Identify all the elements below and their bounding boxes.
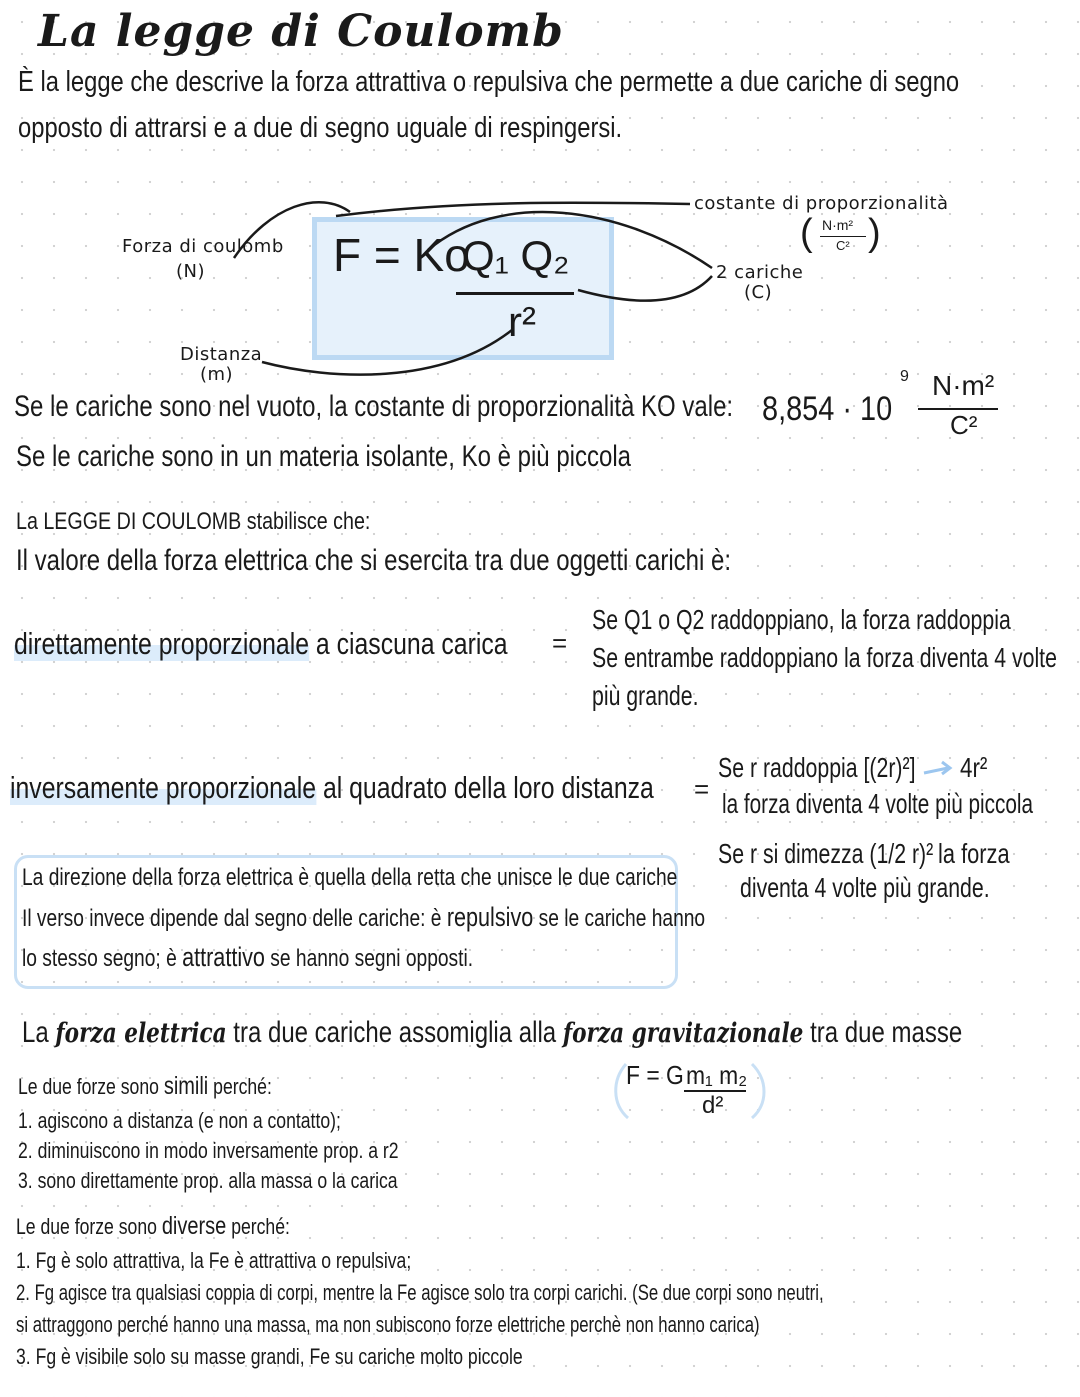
comparison-heading-c: tra due cariche assomiglia alla bbox=[233, 1016, 557, 1049]
direct-note-2: Se entrambe raddoppiano la forza diventa 4 volte bbox=[592, 642, 1057, 673]
direct-highlight: direttamente proporzionale bbox=[14, 626, 310, 661]
comparison-heading-a: La bbox=[22, 1016, 49, 1049]
different-word: diverse bbox=[161, 1212, 227, 1240]
similar-heading-a: Le due forze sono bbox=[18, 1074, 159, 1099]
comparison-heading-e: tra due masse bbox=[810, 1016, 963, 1049]
label-distance: Distanza bbox=[180, 344, 263, 365]
similar-item-2: 2. diminuiscono in modo inversamente prop. a r2 bbox=[18, 1138, 399, 1163]
callout-line-2 bbox=[22, 902, 705, 933]
direct-note-3: più grande. bbox=[592, 680, 699, 711]
label-charges-unit: (C) bbox=[744, 282, 773, 303]
inverse-rest: al quadrato della loro distanza bbox=[322, 770, 654, 805]
label-force-unit: (N) bbox=[176, 261, 206, 282]
constant-unit-numerator: N·m² bbox=[822, 217, 854, 233]
formula-denominator: r² bbox=[508, 298, 536, 345]
vacuum-unit-denominator: C² bbox=[950, 410, 978, 440]
electric-force-label: forza elettrica bbox=[55, 1018, 227, 1049]
inverse-proportional bbox=[10, 770, 654, 806]
different-item-1: 1. Fg è solo attrattiva, la Fe è attrattiva o repulsiva; bbox=[16, 1248, 412, 1273]
page-title: La legge di Coulomb bbox=[38, 6, 564, 57]
different-item-2: 2. Fg agisce tra qualsiasi coppia di corpi, mentre la Fe agisce solo tra corpi carichi. (Se due corpi sono neutri, bbox=[16, 1280, 824, 1305]
direct-rest: a ciascuna carica bbox=[315, 626, 508, 661]
direct-proportional bbox=[14, 626, 508, 662]
callout-line-3c: se hanno segni opposti. bbox=[270, 945, 474, 972]
different-item-3: si attraggono perché hanno una massa, ma non subiscono forze elettriche perchè non hanno carica) bbox=[16, 1312, 760, 1337]
inverse-note-2: la forza diventa 4 volte più piccola bbox=[722, 788, 1033, 819]
label-constant: costante di proporzionalità bbox=[694, 193, 949, 214]
constant-unit-paren-open: ( bbox=[800, 212, 813, 254]
similar-item-1: 1. agiscono a distanza (e non a contatto); bbox=[18, 1108, 341, 1133]
label-distance-unit: (m) bbox=[200, 364, 234, 385]
direct-note-1: Se Q1 o Q2 raddoppiano, la forza raddoppia bbox=[592, 604, 1011, 635]
callout-attractive: attrattivo bbox=[182, 942, 265, 972]
intro-line-2: opposto di attrarsi e a due di segno uguale di respingersi. bbox=[18, 112, 623, 144]
formula-numerator: Q₁ Q₂ bbox=[462, 232, 570, 279]
callout-line-3a: lo stesso segno; è bbox=[22, 945, 177, 972]
similar-heading bbox=[18, 1072, 272, 1101]
law-statement: Il valore della forza elettrica che si esercita tra due oggetti carichi è: bbox=[16, 544, 732, 577]
callout-line-2a: Il verso invece dipende dal segno delle cariche: è bbox=[22, 905, 442, 932]
similar-heading-c: perché: bbox=[213, 1074, 272, 1099]
inverse-note-3a: Se r si dimezza (1/2 r)² bbox=[718, 838, 934, 869]
inverse-equals: = bbox=[694, 774, 710, 804]
constant-unit-denominator: C² bbox=[836, 238, 850, 253]
inverse-note-4: diventa 4 volte più grande. bbox=[740, 872, 990, 903]
inverse-note-3b: la forza bbox=[938, 838, 1010, 869]
inverse-note-1a: Se r raddoppia [(2r)²] bbox=[718, 752, 916, 783]
callout-line-2c: se le cariche hanno bbox=[538, 905, 706, 932]
different-heading-c: perché: bbox=[231, 1214, 290, 1239]
direct-equals: = bbox=[552, 628, 568, 658]
vacuum-exponent: 9 bbox=[900, 368, 909, 385]
vacuum-text: Se le cariche sono nel vuoto, la costante di proporzionalità KO vale: bbox=[14, 390, 734, 423]
inverse-note-1b: 4r² bbox=[960, 752, 988, 783]
label-force: Forza di coulomb bbox=[122, 236, 284, 257]
gravity-formula-numerator: m₁ m₂ bbox=[686, 1060, 748, 1090]
gravity-formula-lhs: F = G bbox=[626, 1060, 684, 1090]
inverse-highlight: inversamente proporzionale bbox=[10, 770, 317, 805]
callout-repulsive: repulsivo bbox=[446, 902, 534, 932]
vacuum-value: 8,854 · 10 bbox=[762, 390, 893, 428]
insulating-text: Se le cariche sono in un materia isolante, Ko è più piccola bbox=[16, 440, 632, 473]
similar-item-3: 3. sono direttamente prop. alla massa o la carica bbox=[18, 1168, 398, 1193]
gravitational-force-label: forza gravitazionale bbox=[562, 1018, 804, 1049]
different-heading bbox=[16, 1212, 290, 1241]
callout-line-1: La direzione della forza elettrica è quella della retta che unisce le due cariche bbox=[22, 864, 678, 891]
formula-lhs: F = Ko bbox=[333, 229, 470, 281]
law-intro: La LEGGE DI COULOMB stabilisce che: bbox=[16, 508, 371, 535]
different-item-4: 3. Fg è visibile solo su masse grandi, Fe su cariche molto piccole bbox=[16, 1344, 523, 1369]
callout-line-3 bbox=[22, 942, 473, 973]
similar-word: simili bbox=[163, 1072, 209, 1100]
comparison-heading bbox=[22, 1016, 962, 1050]
gravity-formula-denominator: d² bbox=[702, 1092, 724, 1119]
different-heading-a: Le due forze sono bbox=[16, 1214, 157, 1239]
vacuum-unit-numerator: N·m² bbox=[932, 370, 995, 401]
constant-unit-paren-close: ) bbox=[868, 212, 881, 254]
intro-line-1: È la legge che descrive la forza attrattiva o repulsiva che permette a due cariche di segno bbox=[18, 66, 960, 98]
label-charges: 2 cariche bbox=[716, 262, 804, 283]
